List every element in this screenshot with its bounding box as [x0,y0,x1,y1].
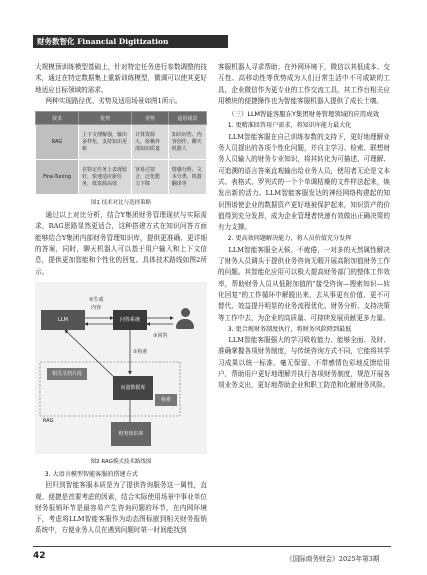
table-cell: 在特定任务上表现较好，快速适应新任务，低资源高效 [79,160,132,195]
table-row [36,160,207,195]
section-header: 财务数智化 Financial Digitization [33,35,228,48]
table-cell: RAG [36,125,79,160]
table-header: 劣势 [132,112,169,125]
right-column [218,62,390,392]
doc-fragments-box: 相关文档片段 [47,368,87,380]
subsection-heading: 1. 更精准回答用户需求，将知识库能力最大化 [227,122,352,130]
page-number: 42 [33,551,46,561]
llm-box: LLM [41,310,85,330]
comparison-table [35,111,207,195]
paragraph: 回归到智能客服本质是为了提供咨询服务这一属性，直观、便捷是首要考虑的因素，结合实际使用场景中事业单位财务报销环节是最容易产生咨询问题的环节，在内网环境下，考虑将LLM智能客服作为动态图标嵌到相关财务报销系统中，方便业务人员在遇到问题时第一时间能找到 [35,481,207,535]
knowledge-base-box: 财务知识库 [111,422,151,446]
step-answer-label: ③回答 [153,332,168,339]
footer-divider [33,546,391,547]
table-cell: Fine-Tuning [36,160,79,195]
user-icon [175,308,195,330]
paragraph: 大规模预训练模型基础上，针对特定任务进行参数调整的技术，通过在特定数据集上重新训练模型，微调可以使其更好地适应目标领域的需求。 [35,63,207,94]
journal-name: 《国际商务财会》2025年第3期 [286,555,380,563]
rag-label: RAG [43,417,54,424]
table-header: 适用场景 [168,112,206,125]
doc-search-box: 检索 [155,394,177,406]
table-cell: 情感分析、文本分类、机器翻译等 [168,160,206,195]
vector-db-box: 向量数据库 [113,376,153,400]
step-generate-label: ②生成 [89,296,104,303]
table-cell: 计算资源大，依赖外部知识质量 [132,125,169,160]
paragraph: LLM智能客服全天候、不疲倦，一对多的天然属性解决了财务人员调头于提供业务咨询无暇开展高附加值财务工作的问题。其智能化应用可以极大提高财务部门的整体工作效率，帮助财务人员从低附加值的"接受咨询—搜索知识—转化回复"的工作循环中解脱出来，去从事更有价值、更不可替代、效益提升明显的业务流程优化、财务分析、支持决策等工作中去，为企业的高质量、可持续发展贡献更多力量。 [218,245,390,322]
subsection-heading: 3. 大语言模型智能客服的搭建方式 [44,470,138,478]
paragraph: 客服机器人寻求帮助；在外网环境下，微信以其低成本、交互性、高移动性等优势成为人们日常生活中不可或缺的工具，企业微信作为更专业的工作交流工具，其工作台相关应用模块的便捷操作也为智能客服机器人提供了成长土壤。 [218,63,390,105]
subsection-heading: 2. 更高效问题解决能力，将人员价值充分发挥 [227,235,352,243]
table-cell: 容易过拟合，泛化能力下降 [132,160,169,195]
paragraph: 通过以上对比分析，结合Y集团财务管理现状与实际需求，RAG思路显然更适合，这种搭建方式在知识问答方面能够结合Y集团内部财务管理知识库，提供更准确、更详细的答案，同时，聊天机器人可以基于用户输入和上下文信息，提供更加智能和个性化的回复。具体技术路线如图2所示。 [35,211,207,276]
step-retrieve-label: ①检索 [133,348,148,355]
paragraph: LLM智能客服在自己训练参数的支持下，更好地理解业务人员提出的各项个性化问题，并自主学习、检索、联想财务人员输入的财务专业知识，将其转化为可描述、可理解、可追溯的语言答案直观输出给业务人员，使用者无论是文本式、表格式、罗列式的一个个单调枯燥的文件样法起来，焕发出新的活力。LLM智能客服发达的神经网络构建起的知识图谱使企业的数据资产更好地被保护起来，知识资产的价值得到充分发挥，成为企业管理者快速有效做出正确决策的有力支撑。 [218,132,390,232]
figure-caption: 图2 RAG模式技术路线图 [90,458,152,465]
table-header: 技术 [36,112,79,125]
left-column [35,62,207,537]
table-cell: 上下文理解强，输出多样化，支持知识更新 [79,125,132,160]
paragraph: LLM智能客服强大的学习吸收能力、能够全面、及时、准确掌握各项财务制度，与传统咨询方式不同，它能将其学习成果以统一标准、毫无保留、不带感情色彩地反馈给用户，帮助用户更好地理解并执行各项财务制度，规范开展各项业务支出，更好地帮助企业和职工防范和化解财务风险。 [218,336,390,390]
paragraph: 两种实现路径优、劣势及适用场景如图1所示。 [45,96,182,105]
content-label: 内容 [91,304,102,311]
table-row [36,125,207,160]
subsection-heading: 3. 更合规财务制度执行，将财务风险降到最低 [227,325,352,333]
rag-diagram [35,282,207,454]
table-header: 优势 [79,112,132,125]
section-heading: （三）LLM智能客服在Y集团财务管理领域的应用成效 [228,110,379,119]
table-cell: 知识问答、内容创作，聊天机器人 [168,125,206,160]
figure-caption: 图1 技术对比与选择策略 [90,200,152,207]
qa-system-box: 问答系统 [113,310,147,330]
